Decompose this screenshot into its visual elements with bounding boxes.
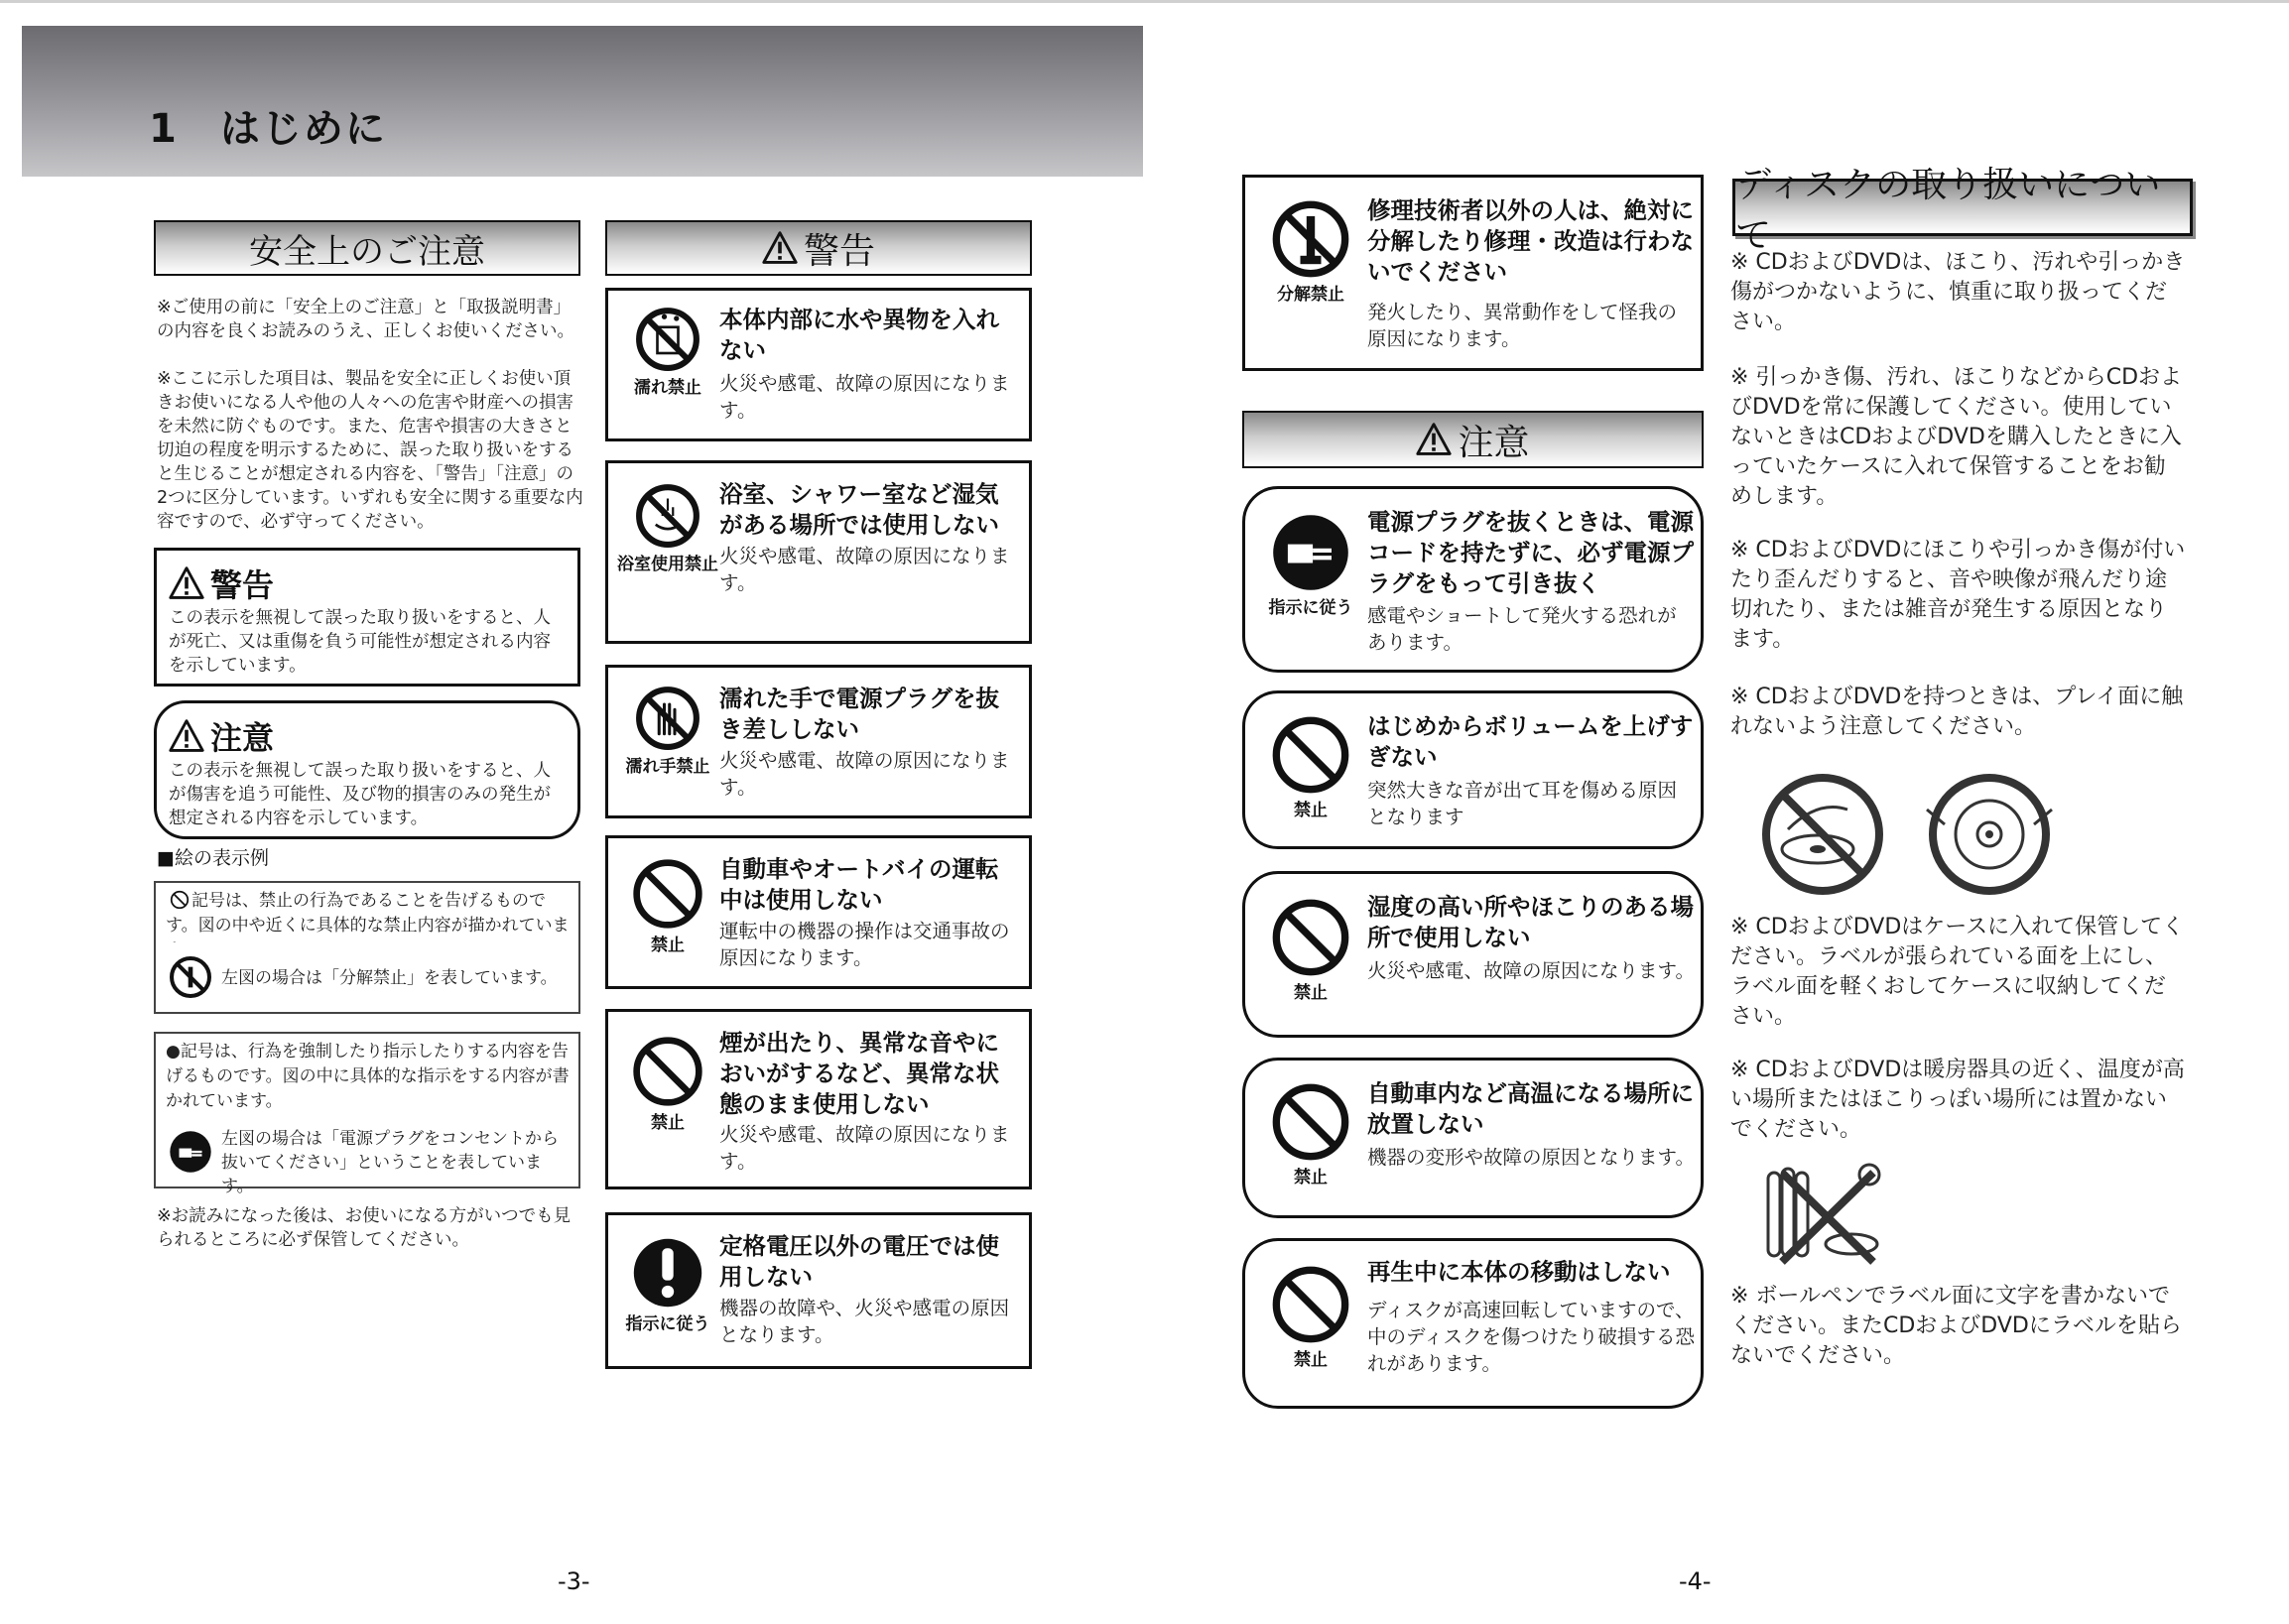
caution-item-5-icon-label: 禁止: [1294, 1350, 1328, 1370]
page-number-right: -4-: [1679, 1567, 1712, 1595]
disc-note-5: ※ CDおよびDVDはケースに入れて保管してください。ラベルが張られている面を上にし、ラベル面を軽くおしてケースに収納してください。: [1730, 915, 2185, 1029]
chapter-title: 1 はじめに: [149, 106, 387, 152]
caution-item-3-icon-label: 禁止: [1294, 983, 1328, 1003]
caution-item-5-icon-area: [1255, 1263, 1366, 1371]
warning-definition-box: [154, 548, 580, 687]
warning-def-body: この表示を無視して誤った取り扱いをすると、人が死亡、又は重傷を負う可能性が想定される内容を示しています。: [169, 608, 551, 676]
warning-item-2-desc: 火災や感電、故障の原因になります。: [719, 545, 1010, 594]
warning-item-4: [605, 835, 1032, 989]
caution-item-5-title: 再生中に本体の移動はしない: [1367, 1258, 1671, 1286]
unplug-instruction-icon: [1269, 511, 1352, 594]
legend-prohibit-row: [154, 881, 580, 944]
caution-item-1-desc: 感電やショートして発火する恐れがあります。: [1367, 604, 1677, 654]
warning-item-4-icon-area: [612, 856, 723, 956]
warning-item-4-icon-label: 禁止: [651, 936, 685, 955]
note-1: ※ご使用の前に「安全上のご注意」と「取扱説明書」の内容を良くお読みのうえ、正しくお使いください。: [157, 298, 575, 341]
disc-note-7: ※ ボールペンでラベル面に文字を書かないでください。またCDおよびDVDにラベルを貼らないでください。: [1730, 1284, 2182, 1368]
disc-note-1: ※ CDおよびDVDは、ほこり、汚れや引っかき傷がつかないように、慎重に取り扱ってください。: [1730, 250, 2186, 334]
warning-item-4-title: 自動車やオートバイの運転中は使用しない: [719, 855, 999, 914]
warning-item-2-icon-area: [612, 481, 723, 575]
disassembly-icon-label: 分解禁止: [1277, 285, 1344, 305]
warning-item-6-desc: 機器の故障や、火災や感電の原因となります。: [719, 1297, 1010, 1346]
warning-header-triangle-icon: [762, 230, 798, 266]
disc-handling-header: [1732, 165, 2193, 256]
caution-header-triangle-icon: [1416, 422, 1452, 457]
warning-item-3-title: 濡れた手で電源プラグを抜き差ししない: [719, 685, 999, 743]
legend-prohibit-text: 記号は、禁止の行為であることを告げるものです。図の中や近くに具体的な禁止内容が描かれていま: [166, 891, 570, 936]
prohibition-icon: [1269, 1080, 1352, 1164]
prohibition-icon: [1269, 896, 1352, 979]
caution-item-3-desc: 火災や感電、故障の原因になります。: [1367, 959, 1695, 982]
warning-item-5-icon-label: 禁止: [651, 1113, 685, 1133]
disassembly-prohibited-icon: [1269, 197, 1352, 281]
safety-title-header: [154, 220, 580, 276]
warning-item-3-icon-label: 濡れ手禁止: [625, 757, 710, 777]
warning-item-3-icon-area: [612, 684, 723, 778]
warning-triangle-icon: [169, 565, 204, 601]
caution-item-1-title: 電源プラグを抜くときは、電源コードを持たずに、必ず電源プラグをもって引き抜く: [1367, 508, 1694, 597]
caution-item-4-icon-label: 禁止: [1294, 1168, 1328, 1187]
caution-def-title: 注意: [210, 719, 275, 757]
caution-item-1-icon-area: [1255, 511, 1366, 619]
disassembly-desc: 発火したり、異常動作をして怪我の原因になります。: [1367, 301, 1678, 350]
warning-item-5-desc: 火災や感電、故障の原因になります。: [719, 1123, 1010, 1173]
caution-item-4-desc: 機器の変形や故障の原因となります。: [1367, 1146, 1695, 1169]
disc-note-6: ※ CDおよびDVDは暖房器具の近く、温度が高い場所またはほこりっぽい場所には置かないでください。: [1730, 1058, 2185, 1142]
legend-instruct-example-row: [154, 1117, 580, 1196]
caution-item-2-title: はじめからボリュームを上げすぎない: [1367, 712, 1694, 771]
caution-item-2: [1242, 690, 1704, 849]
disc-note-4: ※ CDおよびDVDを持つときは、プレイ面に触れないよう注意してください。: [1730, 685, 2184, 739]
warning-item-4-desc: 運転中の機器の操作は交通事故の原因になります。: [719, 920, 1010, 969]
caution-item-4: [1242, 1058, 1704, 1218]
warning-item-5-icon-area: [612, 1034, 723, 1134]
warning-def-title: 警告: [210, 566, 275, 604]
warning-item-6-icon-area: [612, 1235, 723, 1335]
warning-item-1-desc: 火災や感電、故障の原因になります。: [719, 372, 1010, 422]
disc-handling-title: ディスクの取り扱いについて: [1735, 165, 2161, 256]
warning-item-2: [605, 460, 1032, 644]
no-wet-hands-icon: [633, 684, 702, 753]
prohibition-icon: [630, 856, 705, 932]
warning-item-6: [605, 1212, 1032, 1369]
caution-item-4-title: 自動車内など高温になる場所に放置しない: [1367, 1079, 1694, 1138]
caution-def-body: この表示を無視して誤った取り扱いをすると、人が傷害を追う可能性、及び物的損害のみの発生が想定される内容を示しています。: [169, 761, 551, 828]
legend-prohibit-example: 左図の場合は「分解禁止」を表しています。: [221, 968, 558, 988]
disc-edge-hold-icon: [1915, 770, 2064, 899]
legend-prohibit-example-row: [154, 942, 580, 1014]
legend-instruct-example: 左図の場合は「電源プラグをコンセントから抜いてください」ということを表しています。: [221, 1129, 559, 1196]
disassembly-title: 修理技術者以外の人は、絶対に分解したり修理・改造は行わないでください: [1367, 196, 1694, 286]
warning-item-1-icon-area: [612, 305, 723, 399]
caution-item-2-icon-area: [1255, 713, 1366, 821]
caution-item-2-desc: 突然大きな音が出て耳を傷める原因となります: [1367, 779, 1678, 828]
legend-instruct-text: ●記号は、行為を強制したり指示したりする内容を告げるものです。図の中に具体的な指示をする内容が書かれています。: [166, 1042, 570, 1111]
disassembly-prohibited-icon: [168, 954, 213, 1000]
disc-note-2: ※ 引っかき傷、汚れ、ほこりなどからCDおよびDVDを常に保護してください。使用していないときはCDおよびDVDを購入したときに入っていたケースに入れて保管することをお勧めします。: [1730, 365, 2183, 509]
warning-item-2-title: 浴室、シャワー室など湿気がある場所では使用しない: [719, 480, 999, 539]
warning-item-1-title: 本体内部に水や異物を入れない: [719, 306, 999, 364]
caution-item-5-desc: ディスクが高速回転していますので、中のディスクを傷つけたり破損する恐れがあります。: [1367, 1299, 1695, 1375]
caution-item-5: [1242, 1238, 1704, 1409]
note-2: ※ここに示した項目は、製品を安全に正しくお使い頂きお使いになる人や他の人々への危害や財産への損害を未然に防ぐものです。また、危害や損害の大きさと切迫の程度を明示するために、誤った取り扱いをすると生じることが想定される内容を、「警告」「注意」の2つに区分しています。いずれも安全に関する重要な内容ですので、必ず守ってください。: [157, 369, 583, 532]
disassembly-icon-area: [1255, 197, 1366, 306]
no-bathroom-icon: [633, 481, 702, 551]
caution-item-1: [1242, 486, 1704, 673]
caution-definition-box: [154, 700, 580, 839]
disc-touch-prohibited-icon: [1758, 770, 1887, 899]
caution-column-title: 注意: [1458, 422, 1530, 463]
warning-item-3: [605, 665, 1032, 818]
no-heater-icon: [1762, 1159, 1891, 1268]
warning-item-3-desc: 火災や感電、故障の原因になります。: [719, 749, 1010, 799]
caution-item-3-title: 湿度の高い所やほこりのある場所で使用しない: [1367, 893, 1694, 951]
warning-item-5-title: 煙が出たり、異常な音やにおいがするなど、異常な状態のまま使用しない: [719, 1029, 999, 1118]
disc-note-3: ※ CDおよびDVDにほこりや引っかき傷が付いたり歪んだりすると、音や映像が飛んだり途切れたり、または雑音が発生する原因となります。: [1730, 538, 2186, 652]
footer-note: ※お読みになった後は、お使いになる方がいつでも見られるところに必ず保管してください。: [157, 1206, 572, 1250]
prohibition-icon: [1269, 1263, 1352, 1346]
prohibition-icon: [630, 1034, 705, 1109]
caution-triangle-icon: [169, 718, 204, 754]
prohibition-icon: [1269, 713, 1352, 797]
safety-title: 安全上のご注意: [249, 231, 485, 272]
warning-item-1-icon-label: 濡れ禁止: [634, 378, 701, 398]
mandatory-instruction-icon: [630, 1235, 705, 1311]
unplug-instruction-icon: [168, 1129, 213, 1175]
warning-item-1: [605, 288, 1032, 441]
no-water-icon: [633, 305, 702, 374]
warning-item-5: [605, 1009, 1032, 1189]
legend-title: ■絵の表示例: [157, 847, 269, 869]
legend-instruct-row: [154, 1032, 580, 1119]
caution-item-3: [1242, 871, 1704, 1038]
warning-column-title: 警告: [803, 230, 875, 272]
page-top-edge: [0, 0, 2289, 3]
warning-item-6-icon-label: 指示に従う: [625, 1314, 710, 1334]
warning-item-2-icon-label: 浴室使用禁止: [617, 555, 718, 574]
warning-column-header: [605, 220, 1032, 276]
warning-item-6-title: 定格電圧以外の電圧では使用しない: [719, 1232, 999, 1291]
caution-item-2-icon-label: 禁止: [1294, 801, 1328, 820]
disassembly-warning-box: [1242, 175, 1704, 371]
caution-column-header: [1242, 411, 1704, 468]
caution-item-3-icon-area: [1255, 896, 1366, 1004]
page-number-left: -3-: [558, 1567, 590, 1595]
caution-item-4-icon-area: [1255, 1080, 1366, 1188]
caution-item-1-icon-label: 指示に従う: [1268, 598, 1353, 618]
